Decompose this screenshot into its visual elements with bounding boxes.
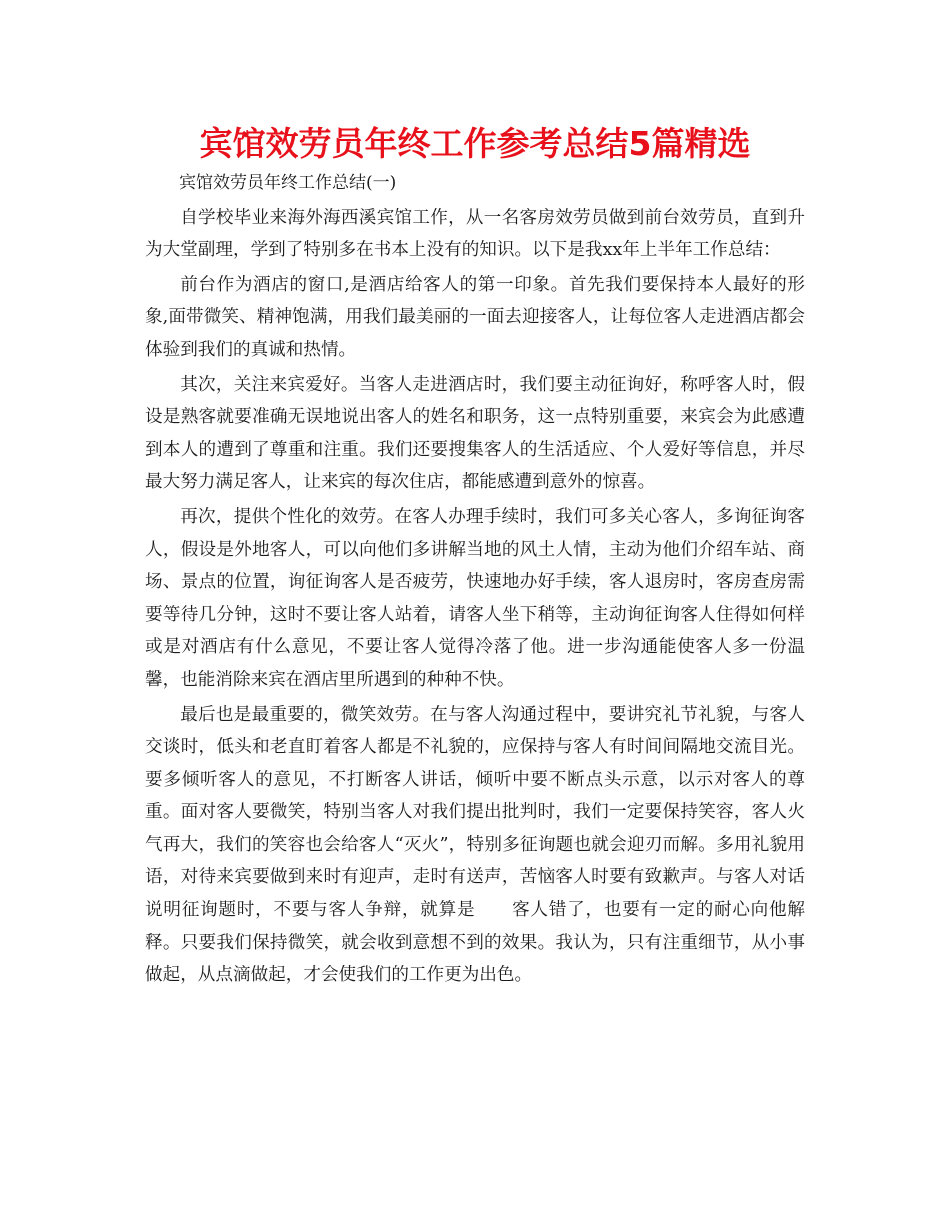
- paragraph-smile-service: 最后也是最重要的，微笑效劳。在与客人沟通过程中，要讲究礼节礼貌，与客人交谈时，低头和老直盯着客人都是不礼貌的，应保持与客人有时间间隔地交流目光。要多倾听客人的意见，不打断客人讲话，倾听中要不断点头示意，以示对客人的尊重。面对客人要微笑，特别当客人对我们提出批判时，我们一定要保持笑容，客人火气再大，我们的笑容也会给客人“灭火”，特别多征询题也就会迎刃而解。多用礼貌用语，对待来宾要做到来时有迎声，走时有送声，苦恼客人时要有致歉声。与客人对话说明征询题时，不要与客人争辩，就算是 客人错了，也要有一定的耐心向他解释。只要我们保持微笑，就会收到意想不到的效果。我认为，只有注重细节，从小事做起，从点滴做起，才会使我们的工作更为出色。: [145, 704, 805, 986]
- paragraph-intro: 自学校毕业来海外海西溪宾馆工作，从一名客房效劳员做到前台效劳员，直到升为大堂副理，学到了特别多在书本上没有的知识。以下是我xx年上半年工作总结：: [145, 207, 805, 261]
- section-heading: 宾馆效劳员年终工作总结(一): [179, 173, 397, 193]
- paragraph-personalized-service: 再次，提供个性化的效劳。在客人办理手续时，我们可多关心客人，多询征询客人，假设是外地客人，可以向他们多讲解当地的风土人情，主动为他们介绍车站、商场、景点的位置，询征询客人是否疲劳，快速地办好手续，客人退房时，客房查房需要等待几分钟，这时不要让客人站着，请客人坐下稍等，主动询征询客人住得如何样或是对酒店有什么意见，不要让客人觉得冷落了他。进一步沟通能使客人多一份温馨，也能消除来宾在酒店里所遇到的种种不快。: [145, 506, 805, 690]
- document-title: 宾馆效劳员年终工作参考总结5篇精选: [199, 124, 751, 163]
- paragraph-front-desk: 前台作为酒店的窗口,是酒店给客人的第一印象。首先我们要保持本人最好的形象,面带微笑、精神饱满，用我们最美丽的一面去迎接客人，让每位客人走进酒店都会体验到我们的真诚和热情。: [145, 274, 805, 360]
- document-body: [145, 167, 805, 994]
- paragraph-guest-preferences: 其次，关注来宾爱好。当客人走进酒店时，我们要主动征询好，称呼客人时，假设是熟客就要准确无误地说出客人的姓名和职务，这一点特别重要，来宾会为此感遭到本人的遭到了尊重和注重。我们还要搜集客人的生活适应、个人爱好等信息，并尽最大努力满足客人，让来宾的每次住店，都能感遭到意外的惊喜。: [145, 374, 805, 493]
